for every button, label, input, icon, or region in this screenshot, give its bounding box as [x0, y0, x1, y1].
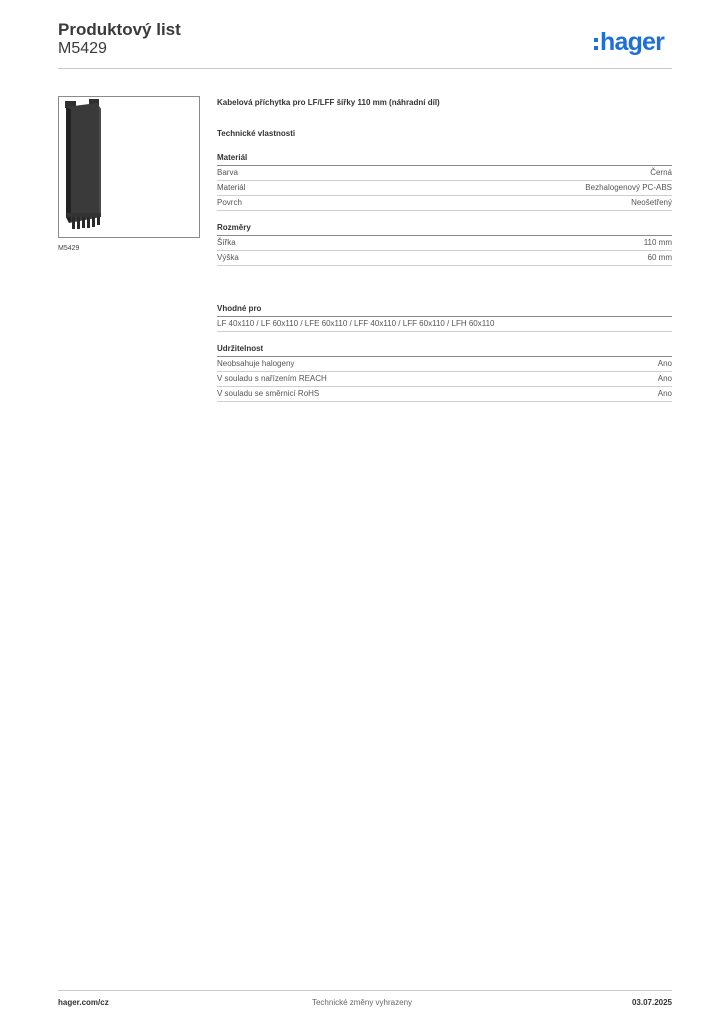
section-heading-dimensions: Rozměry [217, 223, 672, 236]
product-title: Kabelová příchytka pro LF/LFF šířky 110 mm (náhradní díl) [217, 98, 440, 107]
row-label: Povrch [217, 198, 242, 207]
logo-dots-icon [594, 38, 598, 50]
logo-text: hager [600, 28, 665, 56]
image-caption: M5429 [58, 245, 80, 252]
table-row [217, 372, 672, 387]
footer-date: 03.07.2025 [631, 998, 672, 1007]
row-value: Neošetřený [631, 198, 672, 207]
product-image [58, 96, 200, 238]
tech-heading: Technické vlastnosti [217, 129, 296, 138]
table-row [217, 236, 672, 251]
row-value: Ano [657, 389, 672, 398]
footer-notice: Technické změny vyhrazeny [311, 998, 413, 1007]
table-row [217, 166, 672, 181]
row-label: Barva [217, 168, 238, 177]
product-details [217, 98, 672, 402]
table-row [217, 357, 672, 372]
header-divider [58, 68, 672, 69]
row-value: Bezhalogenový PC-ABS [585, 183, 672, 192]
row-label: Výška [217, 253, 239, 262]
product-code: M5429 [58, 40, 107, 57]
footer-divider [58, 990, 672, 991]
row-label: Materiál [217, 183, 246, 192]
table-row [217, 251, 672, 266]
table-row [217, 181, 672, 196]
row-value: 60 mm [647, 253, 672, 262]
section-heading-material: Materiál [217, 153, 672, 166]
table-row [217, 387, 672, 402]
section-heading-sustainability: Udržitelnost [217, 344, 672, 357]
row-label: V souladu s nařízením REACH [217, 374, 327, 383]
row-value: 110 mm [643, 238, 672, 247]
cable-clip-icon [59, 97, 199, 237]
table-row [217, 196, 672, 211]
row-value: Černá [650, 168, 672, 177]
row-value: Ano [657, 359, 672, 368]
page-title: Produktový list [58, 20, 181, 39]
row-label: Šířka [217, 238, 236, 247]
footer-website-link[interactable]: hager.com/cz [58, 998, 109, 1007]
row-label: Neobsahuje halogeny [217, 359, 295, 368]
section-heading-suitable: Vhodné pro [217, 304, 672, 317]
row-value: Ano [657, 374, 672, 383]
row-label: V souladu se směrnicí RoHS [217, 389, 320, 398]
hager-logo [594, 28, 664, 56]
compatibility-list: LF 40x110 / LF 60x110 / LFE 60x110 / LFF 40x110 / LFF 60x110 / LFH 60x110 [217, 317, 672, 332]
